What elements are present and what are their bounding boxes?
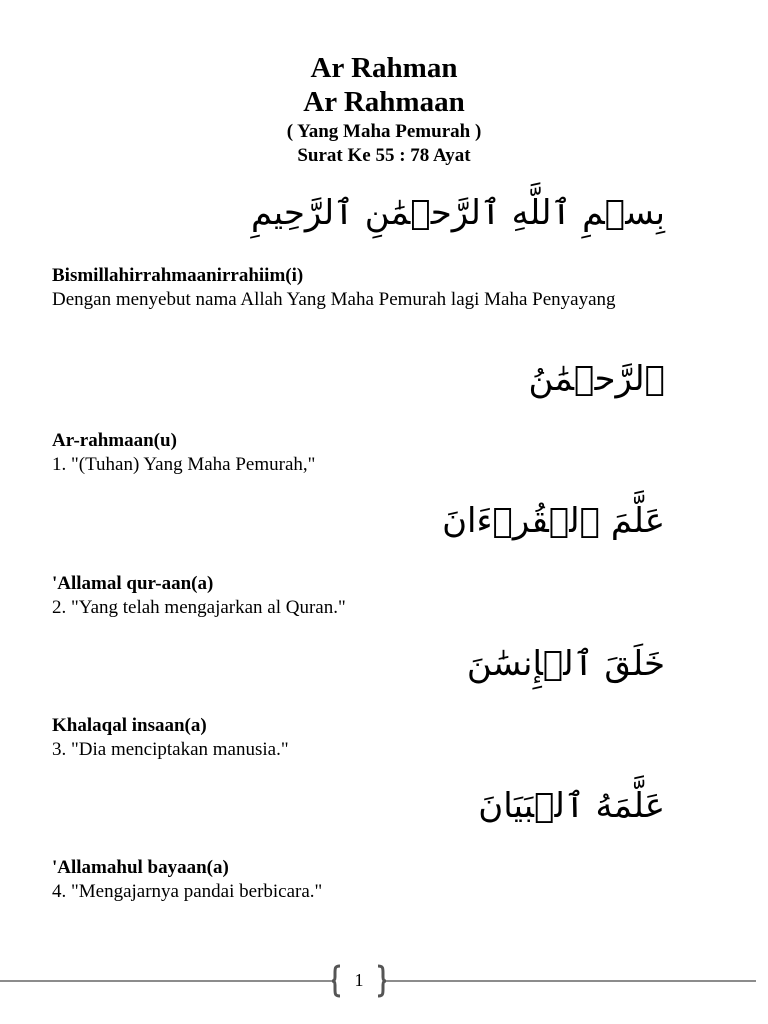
basmala-transliteration: Bismillahirrahmaanirrahiim(i) (52, 265, 304, 286)
verse-translation: 2. "Yang telah mengajarkan al Quran." (52, 597, 346, 618)
page-number-box (331, 964, 387, 998)
page-number: 1 (354, 970, 364, 990)
verse-translation: 4. "Mengajarnya pandai berbicara." (52, 881, 323, 902)
verse-arabic: خَلَقَ ٱلۡإِنسَٰنَ (466, 644, 665, 684)
surah-title: Ar Rahman (310, 52, 458, 84)
verse-transliteration: 'Allamahul bayaan(a) (52, 857, 229, 878)
verse-translation: 1. "(Tuhan) Yang Maha Pemurah," (52, 454, 316, 475)
verse-translation: 3. "Dia menciptakan manusia." (52, 739, 289, 760)
footer-rule-left (0, 980, 332, 982)
verse-arabic: عَلَّمَ ٱلۡقُرۡءَانَ (442, 501, 665, 541)
footer-rule-right (386, 980, 756, 982)
surah-info: Surat Ke 55 : 78 Ayat (297, 145, 471, 166)
verse-arabic: ٱلرَّحۡمَٰنُ (528, 359, 665, 399)
verse-arabic: عَلَّمَهُ ٱلۡبَيَانَ (478, 786, 665, 826)
basmala-translation: Dengan menyebut nama Allah Yang Maha Pemurah lagi Maha Penyayang (52, 289, 616, 310)
basmala-arabic: بِسۡمِ ٱللَّهِ ٱلرَّحۡمَٰنِ ٱلرَّحِيمِ (251, 193, 665, 233)
surah-meaning: ( Yang Maha Pemurah ) (286, 121, 482, 142)
verse-transliteration: 'Allamal qur-aan(a) (52, 573, 214, 594)
verse-transliteration: Ar-rahmaan(u) (52, 430, 177, 451)
verse-transliteration: Khalaqal insaan(a) (52, 715, 207, 736)
surah-title-alt: Ar Rahmaan (303, 86, 465, 118)
